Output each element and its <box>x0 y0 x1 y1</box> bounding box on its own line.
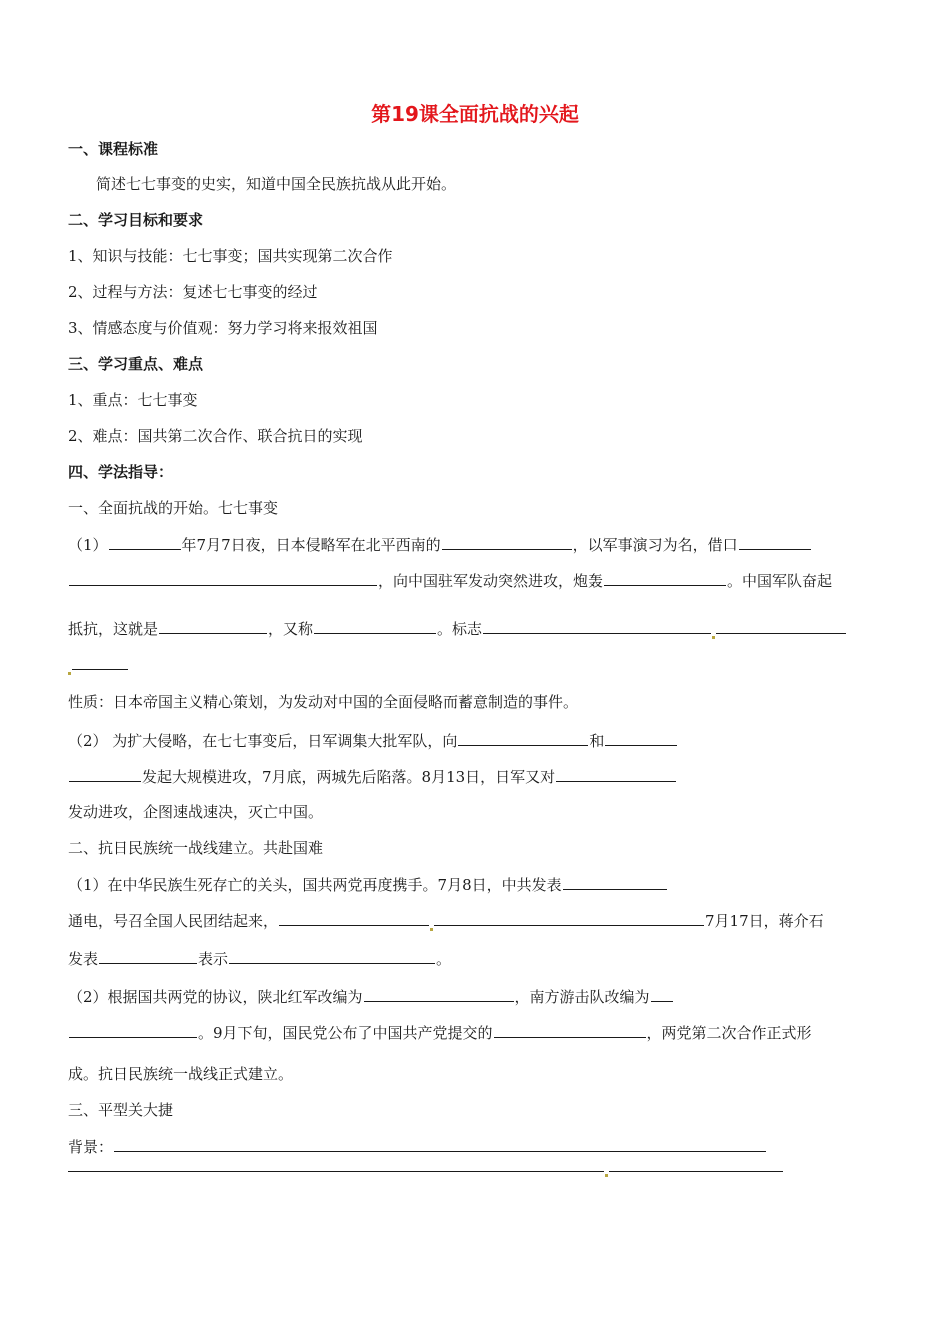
answer-blank[interactable] <box>651 986 673 1002</box>
question-line: （2） 为扩大侵略，在七七事变后，日军调集大批军队，向 和 <box>68 730 678 751</box>
answer-blank[interactable] <box>458 730 588 746</box>
question-line: 发动进攻，企图速战速决，灭亡中国。 <box>68 803 324 821</box>
answer-blank[interactable] <box>69 766 141 782</box>
answer-blank[interactable] <box>442 534 572 550</box>
background-line-2 <box>68 1156 784 1177</box>
question-line: （1）在中华民族生死存亡的关头，国共两党再度携手。7月8日，中共发表 <box>68 874 668 895</box>
mark-dot <box>68 672 71 675</box>
answer-blank[interactable] <box>99 948 197 964</box>
mark-dot <box>430 928 433 931</box>
subsection-title-part3: 三、平型关大捷 <box>68 1101 174 1119</box>
answer-blank[interactable] <box>563 874 667 890</box>
answer-blank[interactable] <box>483 618 711 634</box>
answer-blank[interactable] <box>72 654 128 670</box>
answer-blank[interactable] <box>109 534 181 550</box>
question-line: （2）根据国共两党的协议，陕北红军改编为 ，南方游击队改编为 <box>68 986 674 1007</box>
background-line: 背景： <box>68 1136 767 1157</box>
answer-blank[interactable] <box>716 618 846 634</box>
section-heading-curriculum: 一、课程标准 <box>68 140 159 158</box>
answer-blank[interactable] <box>739 534 811 550</box>
objective-item: 2、过程与方法：复述七七事变的经过 <box>68 283 318 301</box>
answer-blank[interactable] <box>279 910 429 926</box>
question-line: 。9月下旬，国民党公布了中国共产党提交的 ，两党第二次合作正式形 <box>68 1022 812 1043</box>
keypoint-item: 1、重点：七七事变 <box>68 391 198 409</box>
question-line <box>68 654 129 675</box>
question-line: ，向中国驻军发动突然进攻，炮轰 。中国军队奋起 <box>68 570 832 591</box>
section-heading-guidance: 四、学法指导： <box>68 463 174 481</box>
answer-blank[interactable] <box>605 730 677 746</box>
answer-blank[interactable] <box>494 1022 646 1038</box>
curriculum-text: 简述七七事变的史实，知道中国全民族抗战从此开始。 <box>96 175 457 193</box>
answer-blank[interactable] <box>314 618 436 634</box>
objective-item: 1、知识与技能：七七事变；国共实现第二次合作 <box>68 247 393 265</box>
answer-blank[interactable] <box>229 948 435 964</box>
keypoint-item: 2、难点：国共第二次合作、联合抗日的实现 <box>68 427 363 445</box>
question-line: 发表 表示 。 <box>68 950 452 968</box>
subsection-title-part1: 一、全面抗战的开始。七七事变 <box>68 499 279 517</box>
section-heading-keypoints: 三、学习重点、难点 <box>68 355 204 373</box>
objective-item: 3、情感态度与价值观：努力学习将来报效祖国 <box>68 319 378 337</box>
question-line: （1） 年7月7日夜，日本侵略军在北平西南的 ，以军事演习为名，借口 <box>68 534 812 555</box>
subsection-title-part2: 二、抗日民族统一战线建立。共赴国难 <box>68 839 324 857</box>
answer-blank[interactable] <box>159 618 267 634</box>
mark-dot <box>712 636 715 639</box>
mark-dot <box>605 1174 608 1177</box>
question-line: 成。抗日民族统一战线正式建立。 <box>68 1065 294 1083</box>
nature-text: 性质：日本帝国主义精心策划，为发动对中国的全面侵略而蓄意制造的事件。 <box>68 693 579 711</box>
answer-blank[interactable] <box>69 570 377 586</box>
answer-blank[interactable] <box>69 1022 197 1038</box>
question-line: 通电，号召全国人民团结起来， 7月17日，蒋介石 <box>68 912 824 930</box>
section-heading-objectives: 二、学习目标和要求 <box>68 211 204 229</box>
answer-blank[interactable] <box>114 1136 766 1152</box>
answer-blank[interactable] <box>609 1156 783 1172</box>
answer-blank[interactable] <box>556 766 676 782</box>
question-line: 抵抗，这就是 ，又称 。标志 <box>68 618 847 639</box>
page-title: 第19课全面抗战的兴起 <box>371 102 579 126</box>
answer-blank[interactable] <box>364 986 514 1002</box>
answer-blank[interactable] <box>604 570 726 586</box>
question-line: 发起大规模进攻，7月底，两城先后陷落。8月13日，日军又对 <box>68 766 677 787</box>
answer-blank[interactable] <box>68 1156 604 1172</box>
answer-blank[interactable] <box>434 910 704 926</box>
